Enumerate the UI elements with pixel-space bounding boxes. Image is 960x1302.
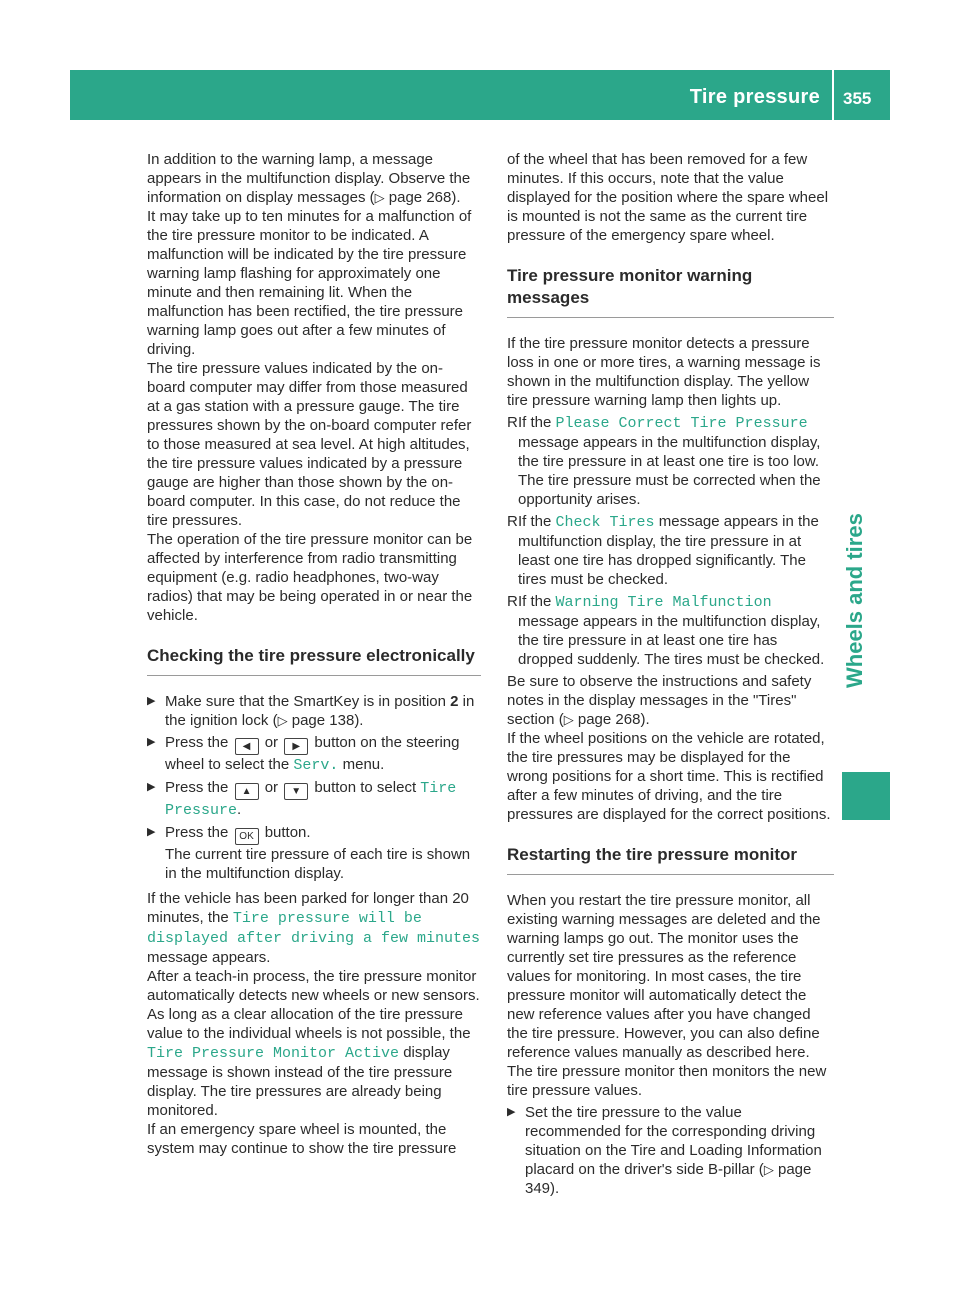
- page-title: Tire pressure: [689, 86, 820, 108]
- display-item-tire-pressure: Tire Pressure: [165, 780, 457, 819]
- right-button-icon: ▶: [284, 738, 308, 755]
- page-number: 355: [843, 89, 872, 108]
- page-ref-link[interactable]: page 268: [577, 711, 641, 728]
- list-item: R If the Check Tires message appears in the multifunction display, the tire pressure in at least one tire has dropped significantly. The tires must be checked.: [507, 513, 819, 588]
- instruction-step: ▶ Press the OK button. The current tire pressure of each tire is shown in the multifunction display.: [147, 824, 471, 882]
- side-tab-block: [842, 772, 890, 820]
- bullet-icon: R: [507, 593, 518, 610]
- step-arrow-icon: ▶: [507, 1106, 516, 1118]
- paragraph: In addition to the warning lamp, a message appears in the multifunction display. Observe the information on display messages (▷ page 268).: [147, 151, 471, 206]
- ok-button-icon: OK: [235, 828, 259, 845]
- page-ref-icon: ▷: [563, 712, 574, 727]
- display-message: Warning Tire Malfunction: [555, 594, 772, 611]
- page-ref-link[interactable]: page 349: [525, 1161, 812, 1197]
- display-message: Check Tires: [555, 514, 655, 531]
- paragraph: The tire pressure values indicated by the on-board computer may differ from those measured at a gas station with a pressure gauge. The tire pressures shown by the on-board computer refer to those measured at sea level. At high altitudes, the tire pressure values indicated by a pressure gauge are higher than those shown by the on-board computer. In this case, do not reduce the tire pressures.: [147, 360, 472, 529]
- paragraph: If the wheel positions on the vehicle are rotated, the tire pressures may be displayed for the wrong positions for a short time. This is rectified after a few minutes of driving, and the tire pressures are displayed for the correct positions.: [507, 730, 831, 823]
- step-arrow-icon: ▶: [147, 781, 156, 793]
- bullet-icon: R: [507, 414, 518, 431]
- right-column: [507, 150, 834, 1198]
- display-message: Please Correct Tire Pressure: [555, 415, 808, 432]
- instruction-step: ▶ Press the ◀ or ▶ button on the steering wheel to select the Serv. menu.: [147, 734, 460, 774]
- step-arrow-icon: ▶: [147, 826, 156, 838]
- page-ref-icon: ▷: [374, 190, 385, 205]
- paragraph: If the vehicle has been parked for longer than 20 minutes, the Tire pressure will be displayed after driving a few minutes message appears.: [147, 890, 481, 966]
- paragraph: The operation of the tire pressure monitor can be affected by interference from radio transmitting equipment (e.g. radio headphones, two-way radios) that may be being operated in or near the vehicle.: [147, 531, 473, 624]
- step-arrow-icon: ▶: [147, 695, 156, 707]
- paragraph: It may take up to ten minutes for a malfunction of the tire pressure monitor to be indicated. A malfunction will be indicated by the tire pressure warning lamp flashing for approximately one minute and then remaining lit. When the malfunction has been rectified, the tire pressure warning lamp goes out after a few minutes of driving.: [147, 208, 472, 358]
- list-item: R If the Please Correct Tire Pressure message appears in the multifunction display, the tire pressure in at least one tire is too low. The tire pressure must be corrected when the opportunity arises.: [507, 414, 821, 508]
- paragraph: When you restart the tire pressure monitor, all existing warning messages are deleted and the warning lamps go out. The monitor uses the currently set tire pressures as the reference values for monitoring. In most cases, the tire pressure monitor will automatically detect the new reference values after you have changed the tire pressure. However, you can also define reference values manually as described here. The tire pressure monitor then monitors the new tire pressure values.: [507, 892, 827, 1099]
- paragraph: If an emergency spare wheel is mounted, the system may continue to show the tire pressure: [147, 1121, 457, 1157]
- section-heading: Checking the tire pressure electronically: [147, 645, 481, 676]
- paragraph: If the tire pressure monitor detects a pressure loss in one or more tires, a warning message is shown in the multifunction display. The yellow tire pressure warning lamp then lights up.: [507, 335, 821, 409]
- left-column: [147, 150, 481, 1158]
- bullet-icon: R: [507, 513, 518, 530]
- side-tab: [842, 513, 882, 728]
- up-button-icon: ▲: [235, 783, 259, 800]
- step-arrow-icon: ▶: [147, 736, 156, 748]
- down-button-icon: ▼: [284, 783, 308, 800]
- display-message: Tire pressure will be displayed after driving a few minutes: [147, 910, 481, 947]
- page-ref-link[interactable]: page 268: [388, 189, 452, 206]
- display-message: Tire Pressure Monitor Active: [147, 1045, 400, 1062]
- instruction-step: ▶ Set the tire pressure to the value recommended for the corresponding driving situation on the Tire and Loading Information placard on the driver's side B-pillar (▷ page 349).: [507, 1104, 822, 1197]
- display-menu-serv: Serv.: [293, 757, 339, 774]
- side-tab-label: Wheels and tires: [842, 513, 867, 688]
- header-divider: [832, 70, 834, 120]
- section-heading: Tire pressure monitor warning messages: [507, 265, 834, 318]
- page-ref-link[interactable]: page 138: [291, 712, 355, 729]
- page-ref-icon: ▷: [763, 1162, 774, 1177]
- section-heading: Restarting the tire pressure monitor: [507, 844, 834, 875]
- instruction-step: ▶ Press the ▲ or ▼ button to select Tire Pressure.: [147, 779, 457, 819]
- list-item: R If the Warning Tire Malfunction message appears in the multifunction display, the tire pressure in at least one tire has dropped suddenly. The tires must be checked.: [507, 593, 825, 668]
- paragraph: of the wheel that has been removed for a few minutes. If this occurs, note that the value displayed for the position where the spare wheel is mounted is not the same as the current tire pressure of the emergency spare wheel.: [507, 151, 829, 244]
- instruction-step: ▶ Make sure that the SmartKey is in position 2 in the ignition lock (▷ page 138).: [147, 693, 475, 729]
- page-ref-icon: ▷: [277, 713, 288, 728]
- left-button-icon: ◀: [235, 738, 259, 755]
- paragraph: After a teach-in process, the tire pressure monitor automatically detects new wheels or new sensors. As long as a clear allocation of the tire pressure value to the individual wheels is not possible, the Tire Pressure Monitor Active display message is shown instead of the tire pressure display. The tire pressures are already being monitored.: [147, 968, 480, 1119]
- paragraph: Be sure to observe the instructions and safety notes in the display messages in the "Tires" section (▷ page 268).: [507, 673, 812, 728]
